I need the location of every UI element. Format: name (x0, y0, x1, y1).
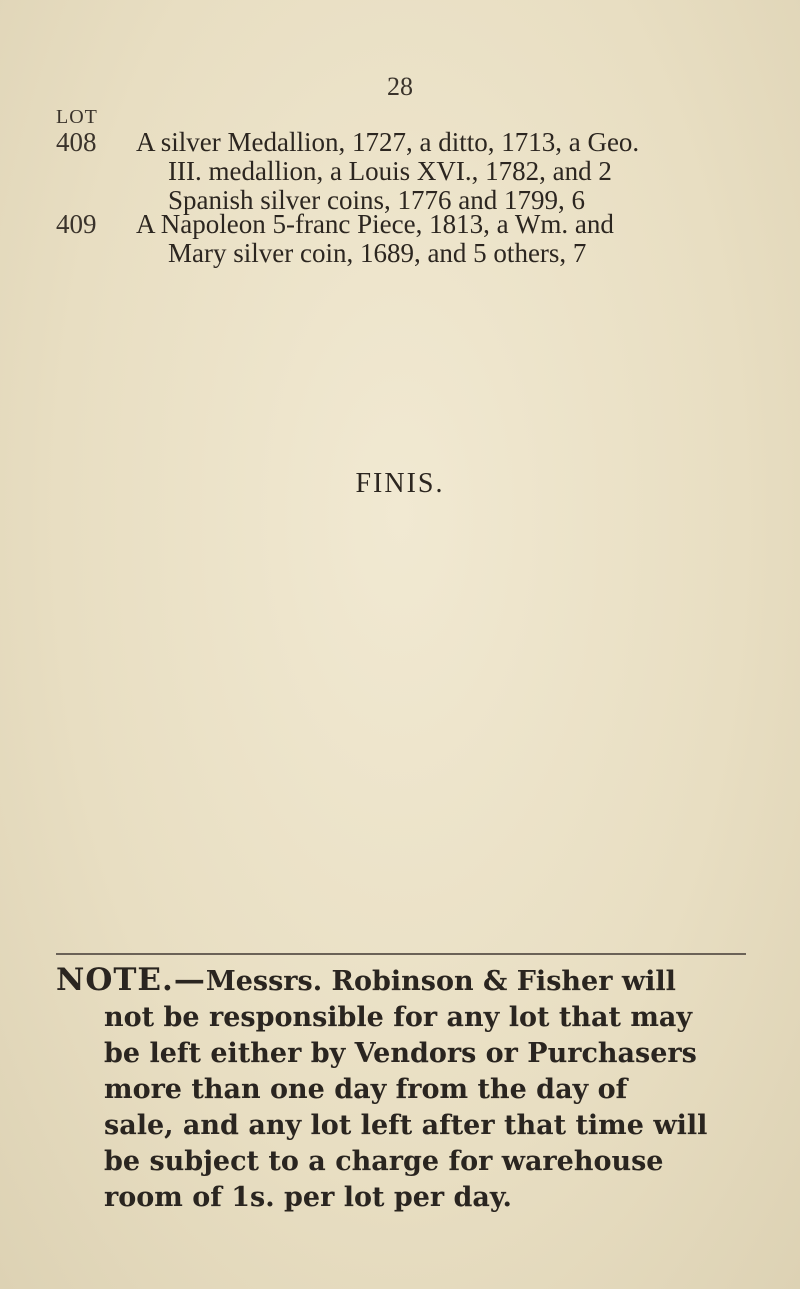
note-line: room of 1s. per lot per day. (104, 1182, 512, 1213)
page-number: 28 (387, 72, 413, 101)
lot-description (136, 128, 766, 215)
lot-entry (56, 210, 766, 268)
lot-description-line: A Napoleon 5-franc Piece, 1813, a Wm. and (136, 209, 614, 239)
lot-number: 408 (56, 127, 97, 157)
lot-description-line: Spanish silver coins, 1776 and 1799, 6 (168, 185, 585, 215)
finis-heading: FINIS. (355, 468, 445, 499)
lot-description-line: III. medallion, a Louis XVI., 1782, and 2 (168, 156, 612, 186)
note-line: Messrs. Robinson & Fisher will (205, 966, 676, 997)
lot-description (136, 210, 766, 268)
lot-entry (56, 128, 766, 215)
note-label: NOTE.— (56, 962, 206, 998)
divider-rule (56, 953, 746, 955)
note-line: more than one day from the day of (104, 1074, 628, 1105)
sale-note (56, 962, 776, 1216)
note-line: be left either by Vendors or Purchasers (104, 1038, 697, 1069)
lot-description-line: Mary silver coin, 1689, and 5 others, 7 (168, 238, 587, 268)
note-line: sale, and any lot left after that time will (104, 1110, 708, 1141)
lot-description-line: A silver Medallion, 1727, a ditto, 1713, a Geo. (136, 127, 640, 157)
note-line: not be responsible for any lot that may (104, 1002, 693, 1033)
note-line: be subject to a charge for warehouse (104, 1146, 664, 1177)
note-first-line (56, 962, 776, 1000)
lot-number: 409 (56, 209, 97, 239)
lot-column-heading: LOT (56, 106, 98, 128)
